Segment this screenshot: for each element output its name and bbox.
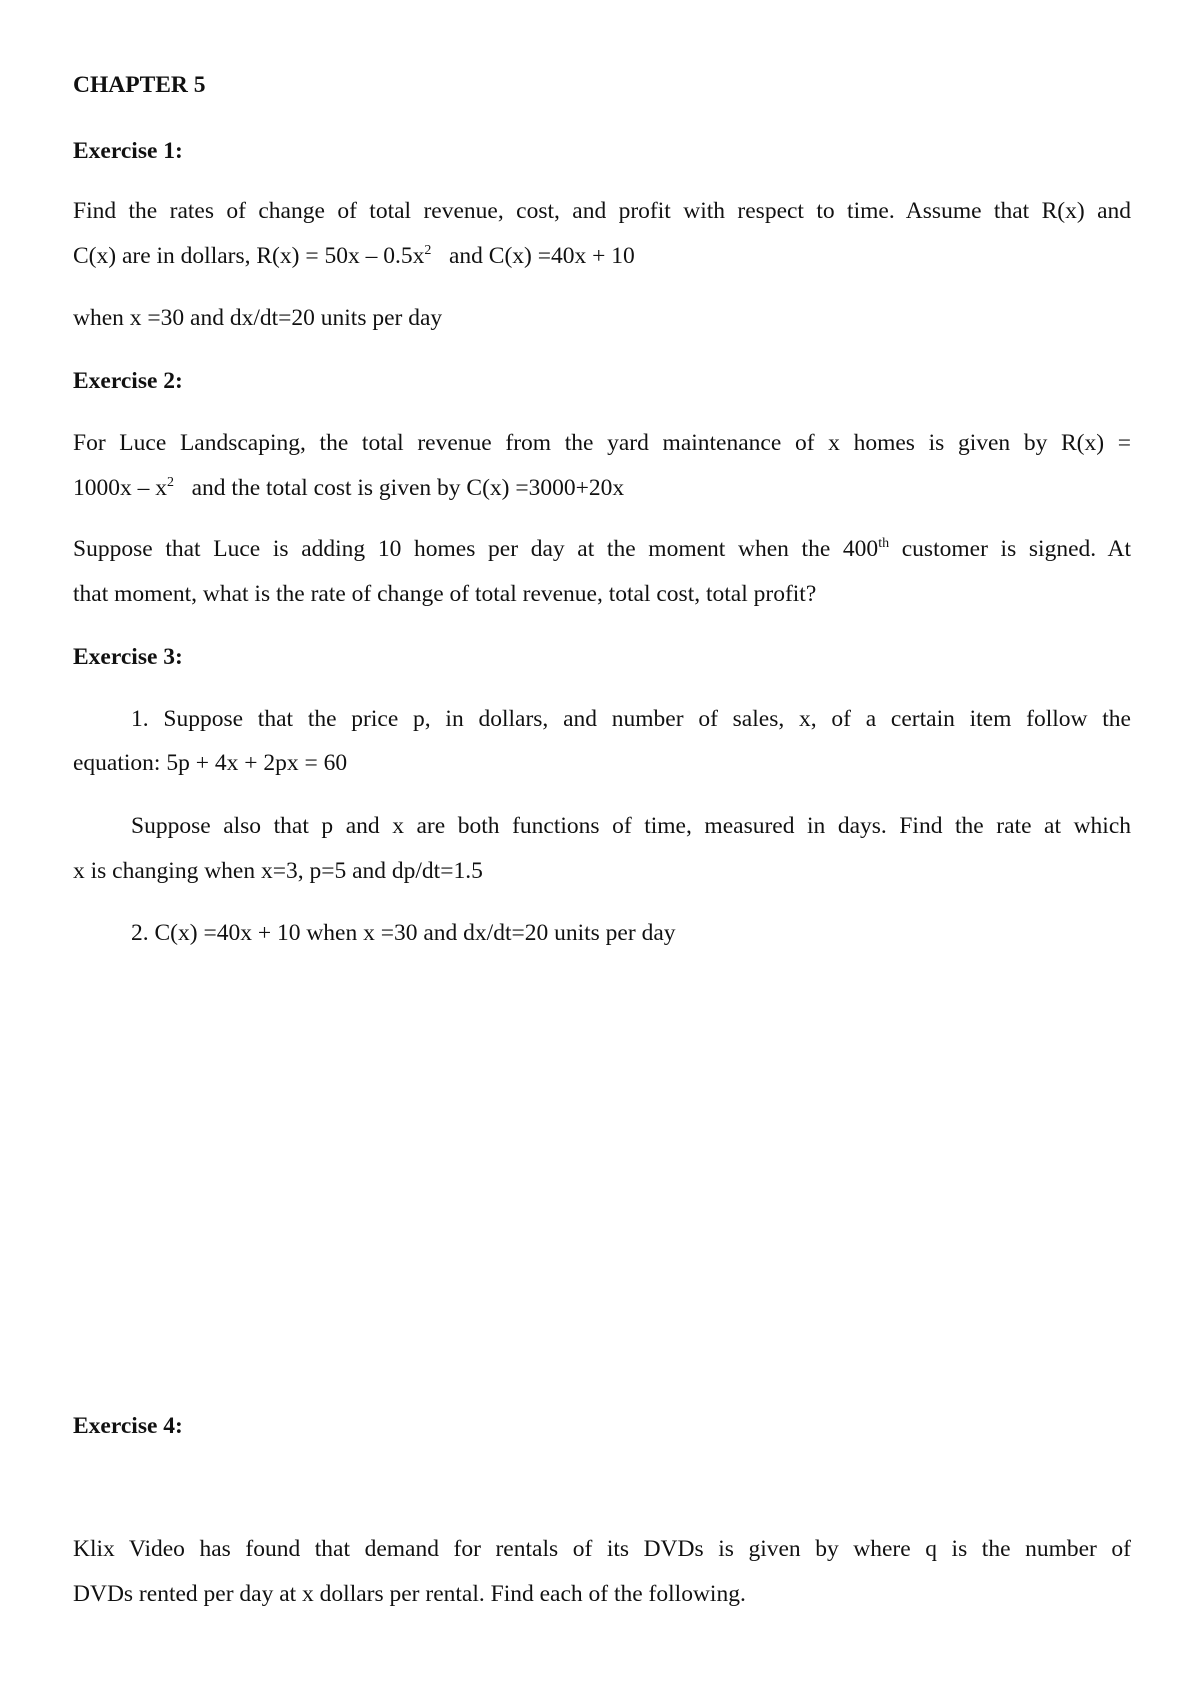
exercise-3-item-1-line-1: 1. Suppose that the price p, in dollars, and number of sales, x, of a certain item follow the — [131, 706, 1131, 732]
exercise-1-text-line-2 — [73, 245, 635, 269]
exercise-3-item-2: 2. C(x) =40x + 10 when x =30 and dx/dt=20 units per day — [131, 920, 676, 946]
exercise-2-text-line-4: that moment, what is the rate of change of total revenue, total cost, total profit? — [73, 581, 817, 607]
exercise-3-heading: Exercise 3: — [73, 644, 183, 670]
exercise-2-heading: Exercise 2: — [73, 368, 183, 394]
exercise-1-revenue-equation: C(x) are in dollars, R(x) = 50x – 0.5x — [73, 243, 425, 269]
exercise-1-heading: Exercise 1: — [73, 138, 183, 164]
exercise-2-ordinal-suffix: th — [878, 536, 890, 551]
exercise-3-paragraph-line-1: Suppose also that p and x are both functions of time, measured in days. Find the rate at which — [131, 813, 1131, 839]
exercise-1-text-line-1: Find the rates of change of total revenue, cost, and profit with respect to time. Assume that R(x) and — [73, 198, 1131, 224]
exercise-3-item-1-line-2: equation: 5p + 4x + 2px = 60 — [73, 750, 348, 776]
exercise-1-text-line-3: when x =30 and dx/dt=20 units per day — [73, 305, 443, 331]
exercise-2-homes-text: Suppose that Luce is adding 10 homes per day at the moment when the 400 — [73, 536, 879, 562]
exercise-2-text-line-2 — [73, 477, 624, 501]
exercise-2-revenue-equation: 1000x – x — [73, 475, 167, 501]
exercise-2-cost-equation: and the total cost is given by C(x) =3000+20x — [191, 475, 625, 501]
exercise-3-paragraph-line-2: x is changing when x=3, p=5 and dp/dt=1.5 — [73, 858, 483, 884]
exercise-4-text-line-2: DVDs rented per day at x dollars per rental. Find each of the following. — [73, 1581, 746, 1607]
chapter-title: CHAPTER 5 — [73, 72, 206, 98]
exercise-2-text-line-3 — [73, 538, 1131, 562]
exercise-1-cost-equation: and C(x) =40x + 10 — [448, 243, 635, 269]
exercise-4-heading: Exercise 4: — [73, 1413, 183, 1439]
exercise-2-text-line-1: For Luce Landscaping, the total revenue from the yard maintenance of x homes is given by R(x) = — [73, 430, 1131, 456]
exercise-2-customer-text: customer is signed. At — [901, 536, 1132, 562]
exercise-2-exponent: 2 — [167, 475, 174, 490]
exercise-1-exponent: 2 — [424, 243, 432, 258]
exercise-4-text-line-1: Klix Video has found that demand for rentals of its DVDs is given by where q is the number of — [73, 1536, 1131, 1562]
